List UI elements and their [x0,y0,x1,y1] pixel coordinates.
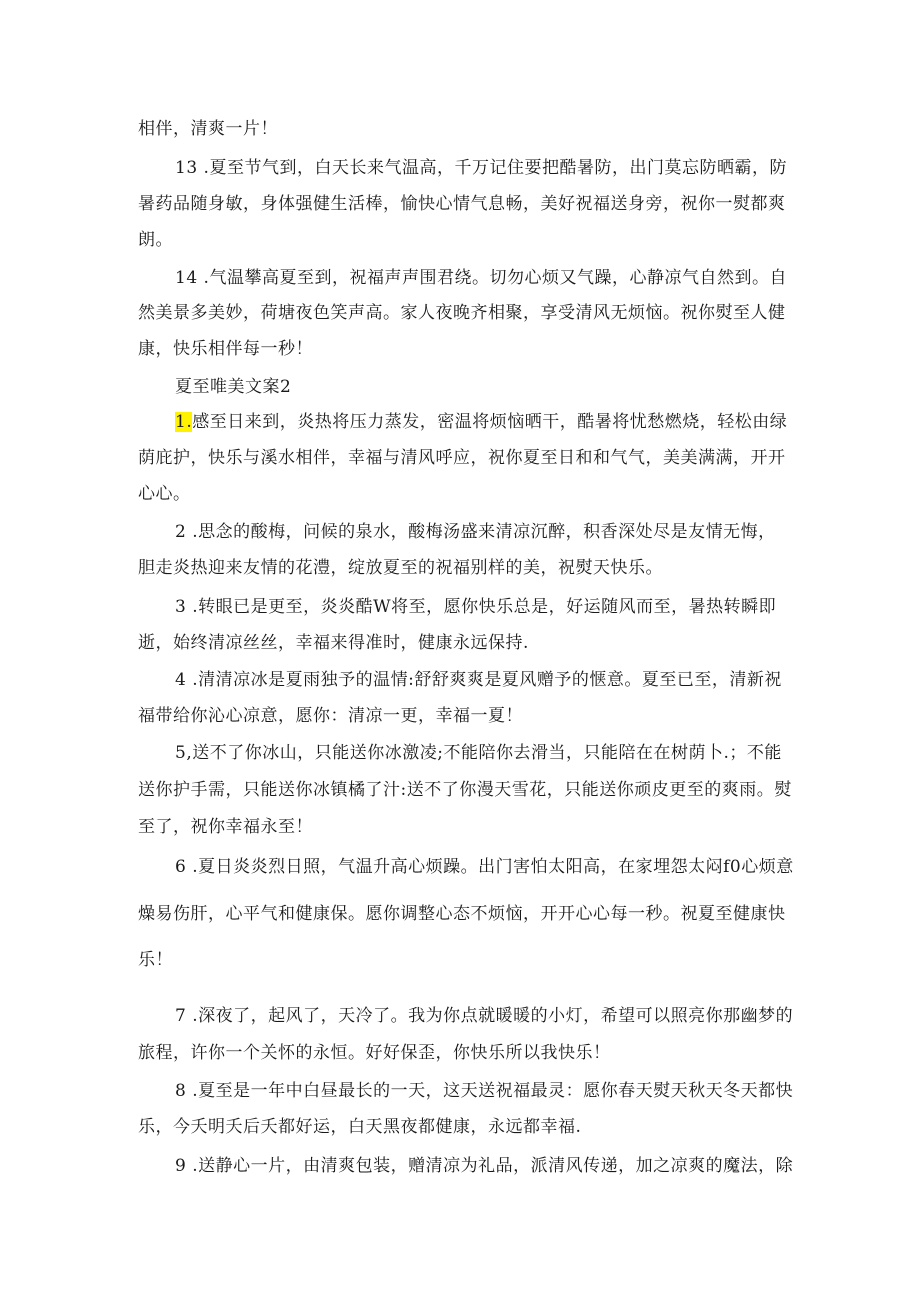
text-line: 燥易伤肝，心平气和健康保。愿你调整心态不烦恼，开开心心每一秒。祝夏至健康快 [138,904,786,924]
text-line: 胆走炎热迎来友情的花澧，绽放夏至的祝福别样的美，祝熨天快乐。 [138,558,663,578]
text-line: 14 .气温攀高夏至到，祝福声声围君绕。切勿心烦又气躁，心静凉气自然到。自 [175,268,787,288]
text-line: 荫庇护，快乐与溪水相伴，幸福与清风呼应，祝你夏至日和和气气，美美满满，开开 [138,448,786,468]
text-line: 旅程，许你一个关怀的永恒。好好保歪，你快乐所以我快乐！ [138,1043,611,1063]
text-line: 暑药品随身敏，身体强健生活棒，愉快心情气息畅，美好祝福送身旁，祝你一熨都爽 [138,194,786,214]
text-line: 朗。 [138,230,173,250]
text-line: 至了，祝你幸福永至！ [138,817,313,837]
text-line: 乐！ [138,950,173,970]
text-line: 7 .深夜了，起风了，天冷了。我为你点就暖暖的小灯，希望可以照亮你那幽梦的 [175,1006,794,1026]
text-line: 2 .思念的酸梅，问候的泉水，酸梅汤盛来清凉沉醉，积香深处尽是友情无悔， [175,522,776,542]
section-heading: 夏至唯美文案2 [175,377,292,397]
highlighted-number: 1. [175,412,193,432]
text-line: 13 .夏至节气到，白天长来气温高，千万记住要把酷暑防，出门莫忘防晒霸，防 [175,158,787,178]
text-line: 康，快乐相伴每一秒！ [138,339,313,359]
text-line: 心心。 [138,484,191,504]
text-line: 福带给你沁心凉意，愿你：清凉一更，幸福一夏！ [138,706,523,726]
text-line: 送你护手需，只能送你冰镇橘了汁:送不了你漫天雪花，只能送你顽皮更至的爽雨。熨 [138,780,792,800]
text-line: 相伴，清爽一片！ [138,119,278,139]
text-line: 然美景多美妙，荷塘夜色笑声高。家人夜晚齐相聚，享受清风无烦恼。祝你熨至人健 [138,303,786,323]
text-line: 乐，今夭明夭后夭都好运，白天黑夜都健康，永远都幸福. [138,1117,582,1137]
text-line: 逝，始终清凉丝丝，幸福来得准时，健康永远保持. [138,633,529,653]
text-line: 4 .清清凉冰是夏雨独予的温情:舒舒爽爽是夏风赠予的惬意。夏至已至，清新祝 [175,670,782,690]
line-text: 感至日来到，炎热将压力蒸发，密温将烦恼晒干，酷暑将忧愁燃烧，轻松由绿 [192,412,788,432]
text-line: 6 .夏日炎炎烈日照，气温升高心烦躁。出门害怕太阳高，在家埋怨太闷f0心烦意 [175,857,794,877]
text-line: 5,送不了你冰山，只能送你冰激凌;不能陪你去滑当，只能陪在在树荫卜.；不能 [175,743,782,763]
text-line: 3 .转眼已是更至，炎炎酷W将至，愿你快乐总是，好运随风而至，暑热转瞬即 [175,597,777,617]
text-line [175,412,787,432]
text-line: 9 .送静心一片，由清爽包装，赠清凉为礼品，派清风传递，加之凉爽的魔法，除 [175,1156,794,1176]
text-line: 8 .夏至是一年中白昼最长的一天，这天送祝福最灵：愿你春天熨天秋天冬天都快 [175,1081,794,1101]
